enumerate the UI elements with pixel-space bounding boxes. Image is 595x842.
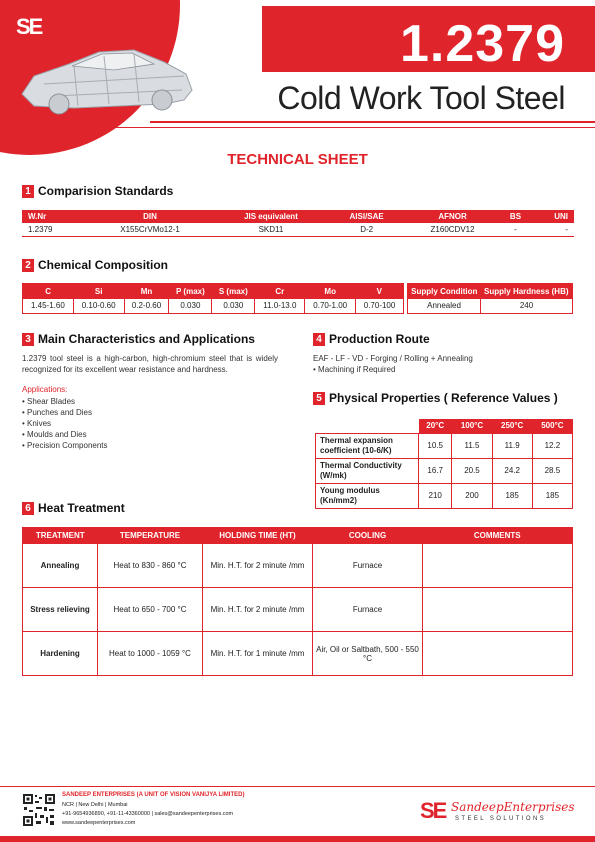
section-heat-treatment <box>22 501 125 515</box>
col-header: DIN <box>87 210 214 223</box>
table-cell: Heat to 650 - 700 °C <box>98 588 203 632</box>
section-number: 2 <box>22 259 34 272</box>
table-row <box>316 433 573 458</box>
table-cell: 10.5 <box>419 433 452 458</box>
chemical-table <box>22 283 404 314</box>
section-main-characteristics <box>22 332 255 346</box>
section-title: Production Route <box>329 332 430 346</box>
col-header: Si <box>73 284 124 299</box>
table-cell: Min. H.T. for 2 minute /mm <box>203 544 313 588</box>
table-row <box>23 588 573 632</box>
table-cell: 28.5 <box>532 458 572 483</box>
table-cell: Furnace <box>313 588 423 632</box>
table-cell: Min. H.T. for 1 minute /mm <box>203 632 313 676</box>
col-header: JIS equivalent <box>213 210 328 223</box>
steel-subtitle: Cold Work Tool Steel <box>277 80 565 116</box>
section-title: Main Characteristics and Applications <box>38 332 255 346</box>
table-cell: 185 <box>532 483 572 508</box>
table-cell: 0.70-1.00 <box>305 299 356 314</box>
table-cell: 11.0-13.0 <box>255 299 305 314</box>
col-header: Supply Hardness (HB) <box>481 284 573 299</box>
table-row <box>316 458 573 483</box>
row-label: Thermal expansion coefficient (10-6/K) <box>316 433 419 458</box>
table-cell <box>423 588 573 632</box>
list-item: • Moulds and Dies <box>22 430 87 439</box>
col-header: AISI/SAE <box>329 210 405 223</box>
col-header: Mn <box>124 284 169 299</box>
col-header: Cr <box>255 284 305 299</box>
table-cell: 11.5 <box>452 433 492 458</box>
table-cell: 185 <box>492 483 532 508</box>
physical-properties-table <box>315 419 573 509</box>
table-cell: Furnace <box>313 544 423 588</box>
steel-grade: 1.2379 <box>399 15 565 73</box>
col-header: COOLING <box>313 528 423 544</box>
section-title: Physical Properties ( Reference Values ) <box>329 391 558 405</box>
col-header: BS <box>500 210 530 223</box>
section-title: Comparision Standards <box>38 184 174 198</box>
technical-sheet-heading: TECHNICAL SHEET <box>227 151 368 168</box>
col-header: P (max) <box>169 284 212 299</box>
production-route-note: • Machining if Required <box>313 365 396 374</box>
col-header: UNI <box>531 210 574 223</box>
table-cell: Z160CDV12 <box>405 223 501 236</box>
table-cell <box>423 544 573 588</box>
table-cell: 1.2379 <box>22 223 87 236</box>
section-number: 6 <box>22 502 34 515</box>
table-cell: - <box>500 223 530 236</box>
section-comparision-standards <box>22 184 173 198</box>
section-number: 5 <box>313 392 325 405</box>
supply-table <box>407 283 573 314</box>
footer-locations: NCR | New Delhi | Mumbai <box>62 802 128 808</box>
col-header: Mo <box>305 284 356 299</box>
footer-contact[interactable]: +91-9654936890, +91-11-43360000 | sales@sandeepenterprises.com <box>62 811 234 817</box>
list-item: • Knives <box>22 419 52 428</box>
row-label: Annealing <box>23 544 98 588</box>
section-physical-properties <box>313 391 558 405</box>
table-row <box>22 223 574 236</box>
section-number: 4 <box>313 333 325 346</box>
list-item: • Punches and Dies <box>22 408 92 417</box>
table-cell: 0.030 <box>212 299 255 314</box>
row-label: Young modulus (Kn/mm2) <box>316 483 419 508</box>
row-label: Thermal Conductivity (W/mk) <box>316 458 419 483</box>
section-production-route <box>313 332 430 346</box>
header-rule-thin <box>0 127 595 128</box>
table-cell: 0.030 <box>169 299 212 314</box>
table-row <box>23 299 404 314</box>
section-number: 3 <box>22 333 34 346</box>
brand-logo: SE <box>16 14 42 39</box>
table-row <box>23 544 573 588</box>
col-header: 100°C <box>452 419 492 433</box>
table-cell: 1.45-1.60 <box>23 299 74 314</box>
col-header: 250°C <box>492 419 532 433</box>
table-cell: 16.7 <box>419 458 452 483</box>
applications-list <box>22 396 108 451</box>
section-title: Heat Treatment <box>38 501 125 515</box>
qr-code-icon <box>22 793 56 827</box>
table-cell: 0.2-0.60 <box>124 299 169 314</box>
col-header: C <box>23 284 74 299</box>
col-header: V <box>356 284 404 299</box>
col-header: 500°C <box>532 419 572 433</box>
section-number: 1 <box>22 185 34 198</box>
section-title: Chemical Composition <box>38 258 169 272</box>
table-cell <box>423 632 573 676</box>
table-cell: Heat to 1000 - 1059 °C <box>98 632 203 676</box>
production-route-line: EAF - LF - VD - Forging / Rolling + Annealing <box>313 354 473 363</box>
list-item: • Shear Blades <box>22 397 76 406</box>
footer-website[interactable]: www.sandeepenterprises.com <box>62 820 136 826</box>
table-cell: - <box>531 223 574 236</box>
table-cell: D-2 <box>329 223 405 236</box>
col-header: AFNOR <box>405 210 501 223</box>
table-cell: Air, Oil or Saltbath, 500 - 550 °C <box>313 632 423 676</box>
characteristics-text: 1.2379 tool steel is a high-carbon, high-chromium steel that is widely recognized for its excellent wear resistance and hardness. <box>22 354 278 374</box>
col-header: 20°C <box>419 419 452 433</box>
table-cell: 24.2 <box>492 458 532 483</box>
table-row <box>408 299 573 314</box>
row-label: Hardening <box>23 632 98 676</box>
table-cell: SKD11 <box>213 223 328 236</box>
footer-bar <box>0 836 595 842</box>
table-cell: 0.10-0.60 <box>73 299 124 314</box>
header-rule <box>150 121 595 123</box>
col-header: TEMPERATURE <box>98 528 203 544</box>
section-chemical-composition <box>22 258 168 272</box>
table-cell: 0.70-100 <box>356 299 404 314</box>
row-label: Stress relieving <box>23 588 98 632</box>
col-header: Supply Condition <box>408 284 481 299</box>
applications-heading: Applications: <box>22 385 68 394</box>
table-cell: 12.2 <box>532 433 572 458</box>
footer-logo-mark: SE <box>420 798 446 823</box>
col-header: S (max) <box>212 284 255 299</box>
heat-treatment-table <box>22 527 573 676</box>
col-header: TREATMENT <box>23 528 98 544</box>
table-cell: Min. H.T. for 2 minute /mm <box>203 588 313 632</box>
col-header: W.Nr <box>22 210 87 223</box>
list-item: • Precision Components <box>22 441 108 450</box>
col-header: HOLDING TIME (HT) <box>203 528 313 544</box>
footer-rule <box>0 786 595 787</box>
table-cell: 200 <box>452 483 492 508</box>
table-cell: 20.5 <box>452 458 492 483</box>
table-cell: 11.9 <box>492 433 532 458</box>
table-cell: 210 <box>419 483 452 508</box>
car-body-image <box>14 34 199 124</box>
footer-company: SANDEEP ENTERPRISES (A UNIT OF VISION VANIJYA LIMITED) <box>62 792 245 798</box>
table-cell: Annealed <box>408 299 481 314</box>
table-cell: 240 <box>481 299 573 314</box>
footer-logo-tagline: STEEL SOLUTIONS <box>455 816 547 822</box>
col-header: COMMENTS <box>423 528 573 544</box>
table-cell: X155CrVMo12-1 <box>87 223 214 236</box>
blank-header <box>316 419 419 433</box>
table-cell: Heat to 830 - 860 °C <box>98 544 203 588</box>
table-row <box>23 632 573 676</box>
standards-table <box>22 210 574 237</box>
footer-logo-name: SandeepEnterprises <box>451 800 575 814</box>
table-row <box>316 483 573 508</box>
